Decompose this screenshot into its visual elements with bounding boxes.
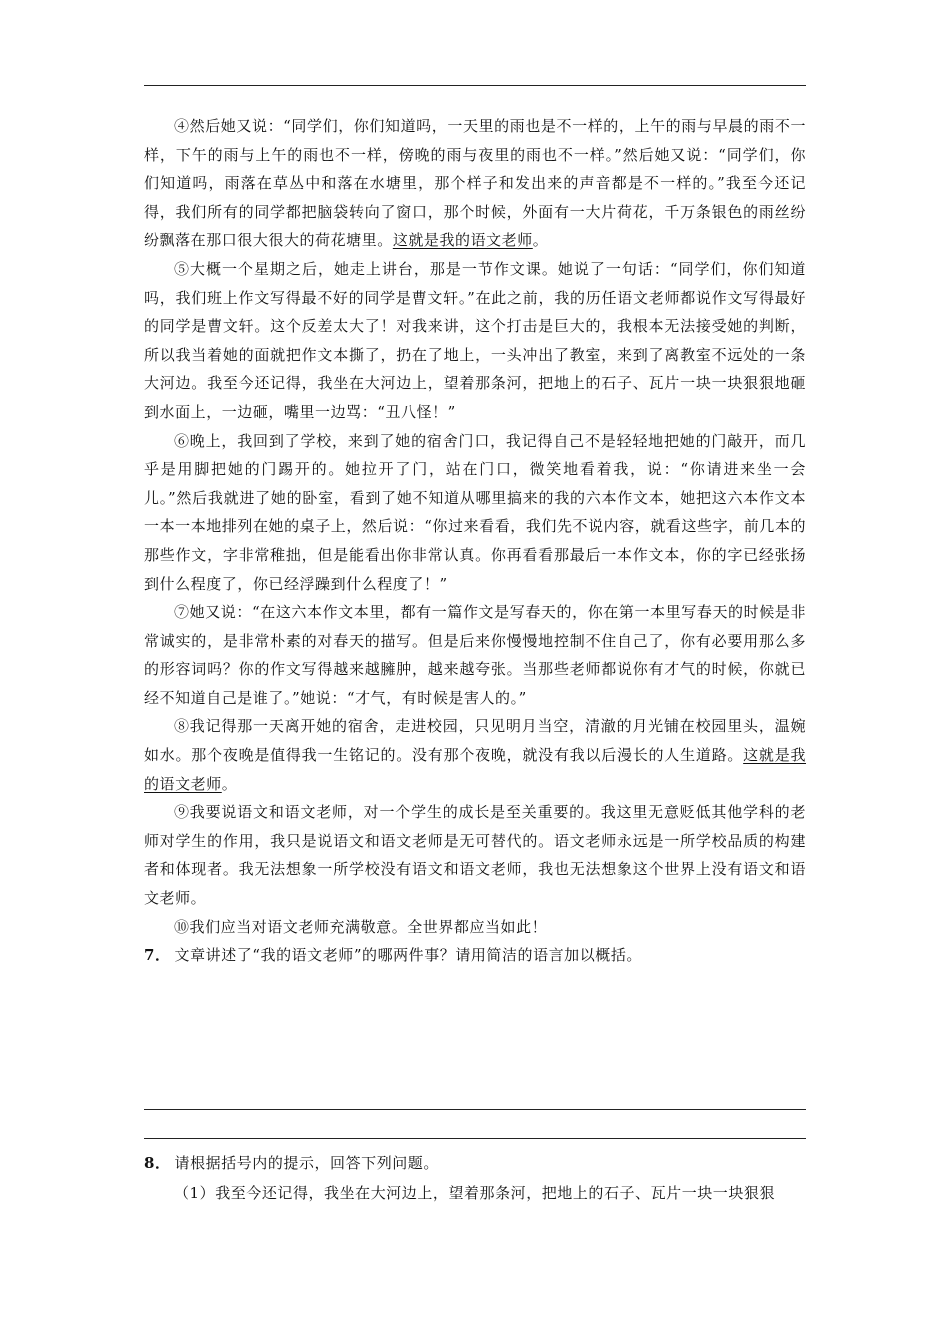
paragraph-7 (144, 598, 806, 712)
paragraph-5 (144, 255, 806, 427)
paragraph-text: ⑦她又说：“在这六本作文本里，都有一篇作文是写春天的，你在第一本里写春天的时候是非常诚实的，是非常朴素的对春天的描写。但是后来你慢慢地控制不住自己了，你有必要用那么多的形容词吗？你的作文写得越来越臃肿，越来越夸张。当那些老师都说你有才气的时候，你就已经不知道自己是谁了。”她说：“才气，有时候是害人的。” (144, 603, 806, 707)
question-text: 请根据括号内的提示，回答下列问题。 (174, 1154, 439, 1172)
header-rule (144, 85, 806, 86)
sub-question-1: （1）我至今还记得，我坐在大河边上，望着那条河，把地上的石子、瓦片一块一块狠狠 (174, 1183, 775, 1202)
answer-line[interactable] (144, 1109, 806, 1110)
question-text: 文章讲述了“我的语文老师”的哪两件事？请用简洁的语言加以概括。 (174, 946, 642, 965)
paragraph-4 (144, 112, 806, 255)
paragraph-text: ⑨我要说语文和语文老师，对一个学生的成长是至关重要的。我这里无意贬低其他学科的老师对学生的作用，我只是说语文和语文老师是无可替代的。语文老师永远是一所学校品质的构建者和体现者。我无法想象一所学校没有语文和语文老师，我也无法想象这个世界上没有语文和语文老师。 (144, 803, 806, 908)
paragraph-end-punct: 。 (221, 774, 238, 793)
question-number: 8． (144, 1154, 171, 1172)
question-number: 7． (144, 946, 171, 965)
paragraph-text: ⑤大概一个星期之后，她走上讲台，那是一节作文课。她说了一句话：“同学们，你们知道吗，我们班上作文写得最不好的同学是曹文轩。”在此之前，我的历任语文老师都说作文写得最好的同学是曹文轩。这个反差太大了！对我来讲，这个打击是巨大的，我根本无法接受她的判断，所以我当着她的面就把作文本撕了，扔在了地上，一头冲出了教室，来到了离教室不远处的一条大河边。我至今还记得，我坐在大河边上，望着那条河，把地上的石子、瓦片一块一块狠狠地砸到水面上，一边砸，嘴里一边骂：“丑八怪！” (144, 259, 806, 421)
paragraph-text: ⑥晚上，我回到了学校，来到了她的宿舍门口，我记得自己不是轻轻地把她的门敲开，而几乎是用脚把她的门踢开的。她拉开了门，站在门口，微笑地看着我，说：“你请进来坐一会儿。”然后我就进了她的卧室，看到了她不知道从哪里搞来的我的六本作文本，她把这六本作文本一本一本地排列在她的桌子上，然后说：“你过来看看，我们先不说内容，就看这些字，前几本的那些作文，字非常稚拙，但是能看出你非常认真。你再看看那最后一本作文本，你的字已经张扬到什么程度了，你已经浮躁到什么程度了！” (144, 431, 806, 593)
paragraph-8 (144, 712, 806, 798)
question-8 (144, 1149, 806, 1178)
paragraph-text: ⑧我记得那一天离开她的宿舍，走进校园，只见明月当空，清澈的月光铺在校园里头，温婉如水。那个夜晚是值得我一生铭记的。没有那个夜晚，就没有我以后漫长的人生道路。 (144, 717, 806, 765)
article-body (144, 112, 806, 970)
paragraph-end-punct: 。 (532, 231, 549, 250)
paragraph-text: ⑩我们应当对语文老师充满敬意。全世界都应当如此！ (174, 917, 548, 936)
question-8-section (144, 1149, 806, 1208)
paragraph-6 (144, 427, 806, 599)
paragraph-10 (144, 913, 806, 942)
underlined-sentence: 这就是我的语文老师 (144, 746, 807, 793)
answer-line[interactable] (144, 1138, 806, 1139)
question-7 (144, 941, 806, 970)
paragraph-text: ④然后她又说：“同学们，你们知道吗，一天里的雨也是不一样的，上午的雨与早晨的雨不一样，下午的雨与上午的雨也不一样，傍晚的雨与夜里的雨也不一样。”然后她又说：“同学们，你们知道吗，雨落在草丛中和落在水塘里，那个样子和发出来的声音都是不一样的。”我至今还记得，我们所有的同学都把脑袋转向了窗口，那个时候，外面有一大片荷花，千万条银色的雨丝纷纷飘落在那口很大很大的荷花塘里。 (144, 117, 806, 250)
paragraph-9 (144, 798, 806, 912)
underlined-sentence: 这就是我的语文老师 (392, 231, 533, 250)
